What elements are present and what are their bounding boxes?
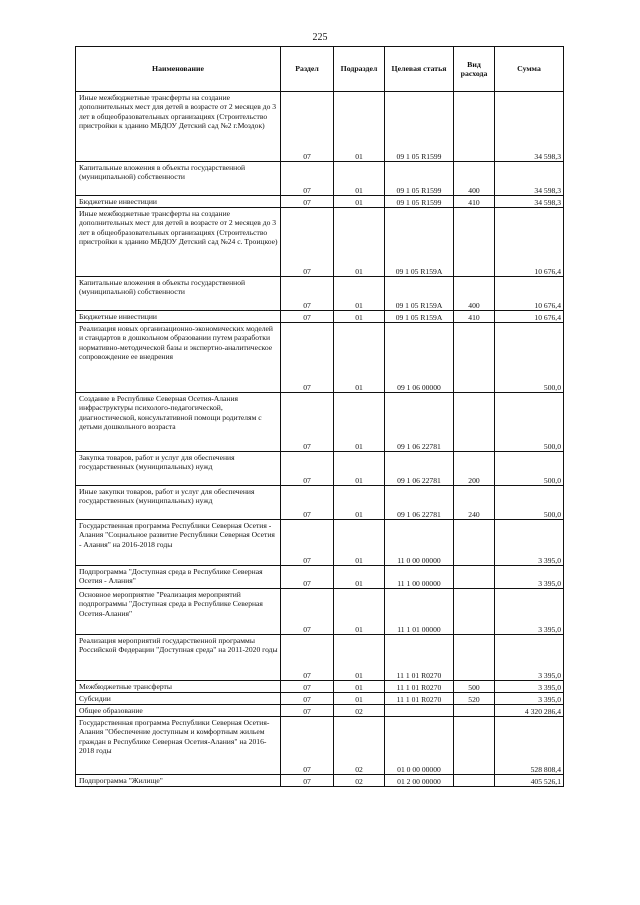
budget-table <box>75 46 564 787</box>
table-row <box>76 589 564 635</box>
row-type: 200 <box>454 452 495 486</box>
row-section: 07 <box>281 162 334 196</box>
row-section: 07 <box>281 311 334 323</box>
row-type <box>454 92 495 162</box>
row-type: 520 <box>454 693 495 705</box>
row-name: Иные межбюджетные трансферты на создание дополнительных мест для детей в возрасте от 2 месяцев до 3 лет в общеобразовательных организациях (Строительство пристройки к зданию МБДОУ Детский сад №2 г.Моздок) <box>76 92 281 162</box>
row-target: 11 1 01 R0270 <box>385 635 454 681</box>
row-target: 09 1 06 22781 <box>385 393 454 452</box>
row-name: Бюджетные инвестиции <box>76 311 281 323</box>
row-section: 07 <box>281 681 334 693</box>
row-section: 07 <box>281 277 334 311</box>
row-name: Подпрограмма "Доступная среда в Республике Северная Осетия - Алания" <box>76 566 281 589</box>
row-amount: 34 598,3 <box>495 196 564 208</box>
row-section: 07 <box>281 693 334 705</box>
row-amount: 500,0 <box>495 486 564 520</box>
table-row <box>76 486 564 520</box>
row-target: 11 1 01 R0270 <box>385 693 454 705</box>
row-section: 07 <box>281 323 334 393</box>
row-type <box>454 566 495 589</box>
table-row <box>76 693 564 705</box>
table-row <box>76 393 564 452</box>
row-section: 07 <box>281 717 334 775</box>
row-amount: 34 598,3 <box>495 162 564 196</box>
row-type <box>454 520 495 566</box>
row-target: 11 1 00 00000 <box>385 566 454 589</box>
row-amount: 405 526,1 <box>495 775 564 787</box>
row-section: 07 <box>281 208 334 277</box>
header-expense-type: Вид расхода <box>454 47 495 92</box>
row-section: 07 <box>281 775 334 787</box>
row-name: Иные закупки товаров, работ и услуг для обеспечения государственных (муниципальных) нужд <box>76 486 281 520</box>
table-row <box>76 162 564 196</box>
row-name: Субсидии <box>76 693 281 705</box>
table-row <box>76 635 564 681</box>
row-type: 500 <box>454 681 495 693</box>
row-target: 09 1 06 22781 <box>385 486 454 520</box>
header-target: Целевая статья <box>385 47 454 92</box>
header-name: Наименование <box>76 47 281 92</box>
row-section: 07 <box>281 589 334 635</box>
row-subsection: 01 <box>334 681 385 693</box>
row-subsection: 01 <box>334 393 385 452</box>
row-subsection: 01 <box>334 520 385 566</box>
table-header-row <box>76 47 564 92</box>
row-section: 07 <box>281 520 334 566</box>
row-subsection: 01 <box>334 311 385 323</box>
row-subsection: 01 <box>334 566 385 589</box>
table-row <box>76 452 564 486</box>
row-type <box>454 775 495 787</box>
row-subsection: 01 <box>334 486 385 520</box>
row-subsection: 01 <box>334 196 385 208</box>
row-name: Реализация мероприятий государственной программы Российской Федерации "Доступная среда" на 2011-2020 годы <box>76 635 281 681</box>
header-section: Раздел <box>281 47 334 92</box>
row-type <box>454 208 495 277</box>
table-row <box>76 196 564 208</box>
row-section: 07 <box>281 705 334 717</box>
row-amount: 3 395,0 <box>495 520 564 566</box>
row-type: 410 <box>454 311 495 323</box>
row-subsection: 01 <box>334 693 385 705</box>
row-name: Государственная программа Республики Северная Осетия-Алания "Обеспечение доступным и комфортным жильем граждан в Республике Северная Осетия-Алания" на 2016-2018 годы <box>76 717 281 775</box>
row-type <box>454 635 495 681</box>
table-row <box>76 775 564 787</box>
row-subsection: 01 <box>334 589 385 635</box>
row-subsection: 02 <box>334 717 385 775</box>
row-name: Создание в Республике Северная Осетия-Алания инфраструктуры психолого-педагогической, диагностической, консультативной помощи родителям с детьми дошкольного возраста <box>76 393 281 452</box>
row-target: 09 1 05 R159A <box>385 208 454 277</box>
row-amount: 500,0 <box>495 323 564 393</box>
row-subsection: 01 <box>334 323 385 393</box>
row-target: 01 0 00 00000 <box>385 717 454 775</box>
row-subsection: 01 <box>334 452 385 486</box>
header-amount: Сумма <box>495 47 564 92</box>
row-name: Закупка товаров, работ и услуг для обеспечения государственных (муниципальных) нужд <box>76 452 281 486</box>
row-target: 09 1 05 R1599 <box>385 92 454 162</box>
row-type: 400 <box>454 277 495 311</box>
row-section: 07 <box>281 92 334 162</box>
row-subsection: 01 <box>334 92 385 162</box>
table-row <box>76 208 564 277</box>
header-subsection: Подраздел <box>334 47 385 92</box>
row-section: 07 <box>281 566 334 589</box>
row-subsection: 02 <box>334 775 385 787</box>
row-target: 01 2 00 00000 <box>385 775 454 787</box>
row-target: 09 1 06 22781 <box>385 452 454 486</box>
row-type <box>454 705 495 717</box>
row-amount: 3 395,0 <box>495 589 564 635</box>
row-name: Межбюджетные трансферты <box>76 681 281 693</box>
row-name: Реализация новых организационно-экономических моделей и стандартов в дошкольном образовании путем разработки нормативно-методической базы и экспертно-аналитическое сопровождение ее внедрения <box>76 323 281 393</box>
row-type: 410 <box>454 196 495 208</box>
row-amount: 500,0 <box>495 452 564 486</box>
table-row <box>76 323 564 393</box>
row-amount: 3 395,0 <box>495 693 564 705</box>
row-target: 09 1 06 00000 <box>385 323 454 393</box>
row-target: 11 1 01 R0270 <box>385 681 454 693</box>
row-target: 09 1 05 R1599 <box>385 196 454 208</box>
row-section: 07 <box>281 452 334 486</box>
table-row <box>76 520 564 566</box>
row-section: 07 <box>281 196 334 208</box>
row-type <box>454 393 495 452</box>
row-amount: 500,0 <box>495 393 564 452</box>
row-name: Подпрограмма "Жилище" <box>76 775 281 787</box>
row-amount: 528 808,4 <box>495 717 564 775</box>
table-row <box>76 92 564 162</box>
row-target: 09 1 05 R1599 <box>385 162 454 196</box>
row-type: 400 <box>454 162 495 196</box>
table-row <box>76 681 564 693</box>
row-type <box>454 717 495 775</box>
row-type: 240 <box>454 486 495 520</box>
row-amount: 3 395,0 <box>495 635 564 681</box>
row-amount: 3 395,0 <box>495 681 564 693</box>
row-target <box>385 705 454 717</box>
row-target: 11 1 01 00000 <box>385 589 454 635</box>
row-amount: 10 676,4 <box>495 277 564 311</box>
table-row <box>76 705 564 717</box>
table-row <box>76 717 564 775</box>
table-row <box>76 566 564 589</box>
row-amount: 34 598,3 <box>495 92 564 162</box>
row-name: Общее образование <box>76 705 281 717</box>
row-name: Иные межбюджетные трансферты на создание дополнительных мест для детей в возрасте от 2 месяцев до 3 лет в общеобразовательных организациях (Строительство пристройки к зданию МБДОУ Детский сад №24 с. Троицкое) <box>76 208 281 277</box>
row-section: 07 <box>281 635 334 681</box>
row-amount: 4 320 286,4 <box>495 705 564 717</box>
row-amount: 10 676,4 <box>495 311 564 323</box>
row-amount: 3 395,0 <box>495 566 564 589</box>
row-name: Основное мероприятие "Реализация мероприятий подпрограммы "Доступная среда в Республике Северная Осетия-Алания" <box>76 589 281 635</box>
row-name: Капитальные вложения в объекты государственной (муниципальной) собственности <box>76 162 281 196</box>
row-target: 09 1 05 R159A <box>385 311 454 323</box>
row-target: 09 1 05 R159A <box>385 277 454 311</box>
table-row <box>76 277 564 311</box>
row-target: 11 0 00 00000 <box>385 520 454 566</box>
row-name: Бюджетные инвестиции <box>76 196 281 208</box>
row-section: 07 <box>281 486 334 520</box>
row-subsection: 02 <box>334 705 385 717</box>
row-amount: 10 676,4 <box>495 208 564 277</box>
page-number: 225 <box>312 32 328 43</box>
row-type <box>454 323 495 393</box>
row-subsection: 01 <box>334 635 385 681</box>
row-section: 07 <box>281 393 334 452</box>
row-name: Капитальные вложения в объекты государственной (муниципальной) собственности <box>76 277 281 311</box>
row-subsection: 01 <box>334 277 385 311</box>
row-name: Государственная программа Республики Северная Осетия - Алания "Социальное развитие Республики Северная Осетия - Алания" на 2016-2018 годы <box>76 520 281 566</box>
table-row <box>76 311 564 323</box>
row-type <box>454 589 495 635</box>
row-subsection: 01 <box>334 162 385 196</box>
row-subsection: 01 <box>334 208 385 277</box>
